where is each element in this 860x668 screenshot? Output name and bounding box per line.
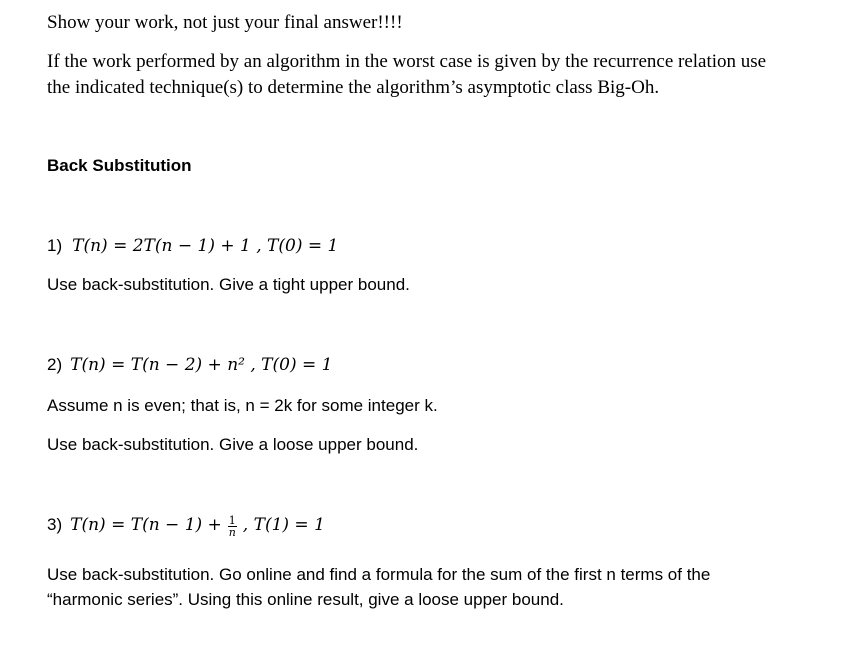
problem-2-assumption: Assume n is even; that is, n = 2k for some integer k. [47,396,438,415]
problem-3-number: 3) [47,515,63,534]
intro-text-line-2: the indicated technique(s) to determine the algorithm’s asymptotic class Big-Oh. [47,77,660,98]
problem-3-equation-right: , T(1) = 1 [242,515,325,535]
problem-2-recurrence [47,353,332,377]
problem-3-fraction [228,515,237,538]
problem-3-instruction-line-2: “harmonic series”. Using this online result, give a loose upper bound. [47,590,564,609]
intro-text-line-1: If the work performed by an algorithm in the worst case is given by the recurrence relation use [47,51,767,72]
problem-1-equation: T(n) = 2T(n − 1) + 1 , T(0) = 1 [72,236,339,256]
problem-3-equation-left: T(n) = T(n − 1) + [70,515,222,535]
problem-1-instruction: Use back-substitution. Give a tight upper bound. [47,275,410,294]
problem-2-instruction: Use back-substitution. Give a loose upper bound. [47,435,419,454]
section-heading: Back Substitution [47,156,192,175]
problem-2-number: 2) [47,355,63,374]
instruction-show-work: Show your work, not just your final answer!!!! [47,12,403,33]
problem-1-number: 1) [47,236,63,255]
fraction-denominator: n [228,525,236,539]
problem-2-equation: T(n) = T(n − 2) + n² , T(0) = 1 [70,355,333,375]
problem-3-recurrence [47,513,325,538]
problem-3-instruction-line-1: Use back-substitution. Go online and find a formula for the sum of the first n terms of the [47,565,711,584]
problem-1-recurrence [47,234,338,258]
fraction-numerator: 1 [228,513,236,527]
